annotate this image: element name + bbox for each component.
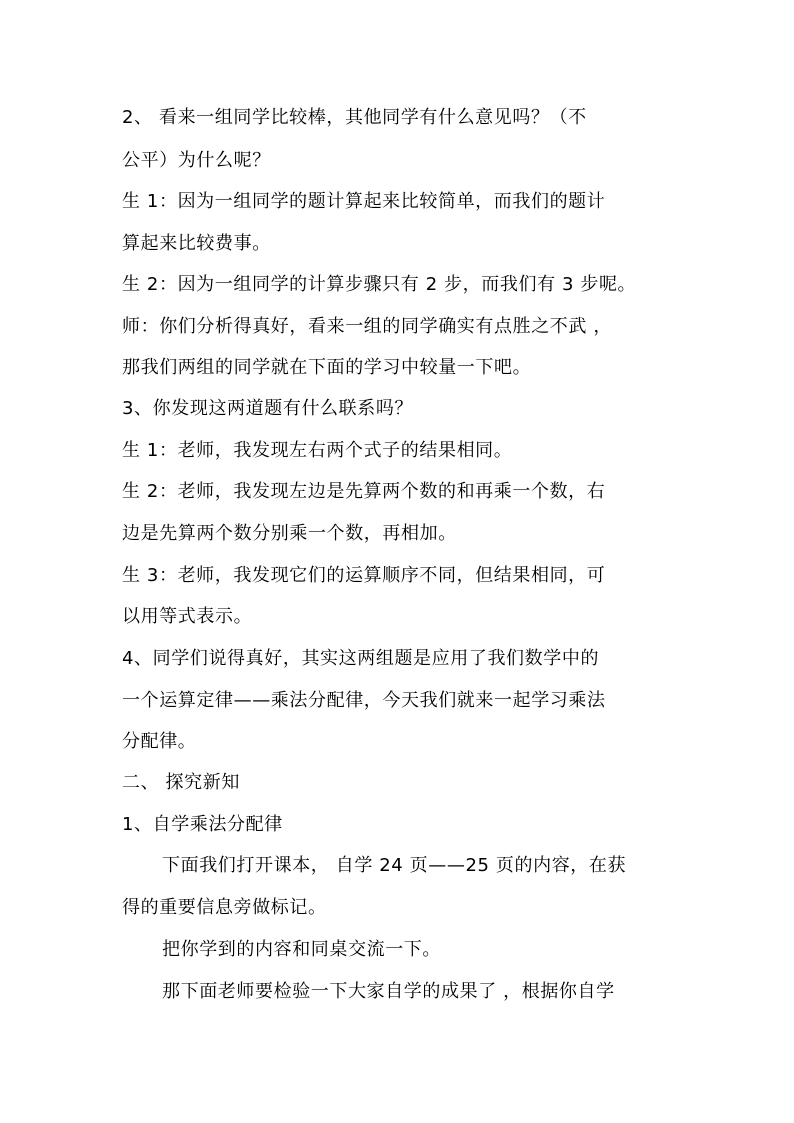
section-heading: 二、 探究新知 (122, 772, 240, 793)
text-line: 公平）为什么呢？ (122, 150, 271, 171)
text-line: 以用等式表示。 (122, 606, 253, 627)
subsection-heading: 1、自学乘法分配律 (122, 814, 283, 835)
text-line: 生 2：老师，我发现左边是先算两个数的和再乘一个数，右 (122, 481, 606, 502)
text-line: 生 1：老师，我发现左右两个式子的结果相同。 (122, 440, 513, 461)
text-line: 生 2：因为一组同学的计算步骤只有 2 步，而我们有 3 步呢。 (122, 274, 637, 295)
text-line: 师：你们分析得真好，看来一组的同学确实有点胜之不武 ， (122, 316, 612, 337)
text-line: 得的重要信息旁做标记。 (122, 897, 327, 918)
text-line: 生 3：老师，我发现它们的运算顺序不同，但结果相同，可 (122, 565, 606, 586)
text-line: 边是先算两个数分别乘一个数，再相加。 (122, 523, 457, 544)
text-line: 把你学到的内容和同桌交流一下。 (162, 939, 441, 960)
text-line: 2、 看来一组同学比较棒，其他同学有什么意见吗？（不 (122, 107, 587, 128)
text-line: 下面我们打开课本， 自学 24 页——25 页的内容，在获 (162, 855, 627, 876)
text-line: 那我们两组的同学就在下面的学习中较量一下吧。 (122, 357, 532, 378)
text-line: 生 1：因为一组同学的题计算起来比较简单，而我们的题计 (122, 191, 606, 212)
text-line: 那下面老师要检验一下大家自学的成果了 ，根据你自学 (162, 981, 615, 1002)
text-line: 算起来比较费事。 (122, 233, 271, 254)
text-line: 3、你发现这两道题有什么联系吗？ (122, 398, 414, 419)
text-line: 4、同学们说得真好，其实这两组题是应用了我们数学中的 (122, 648, 600, 669)
text-line: 一个运算定律——乘法分配律，今天我们就来一起学习乘法 (122, 690, 606, 711)
text-line: 分配律。 (122, 731, 197, 752)
